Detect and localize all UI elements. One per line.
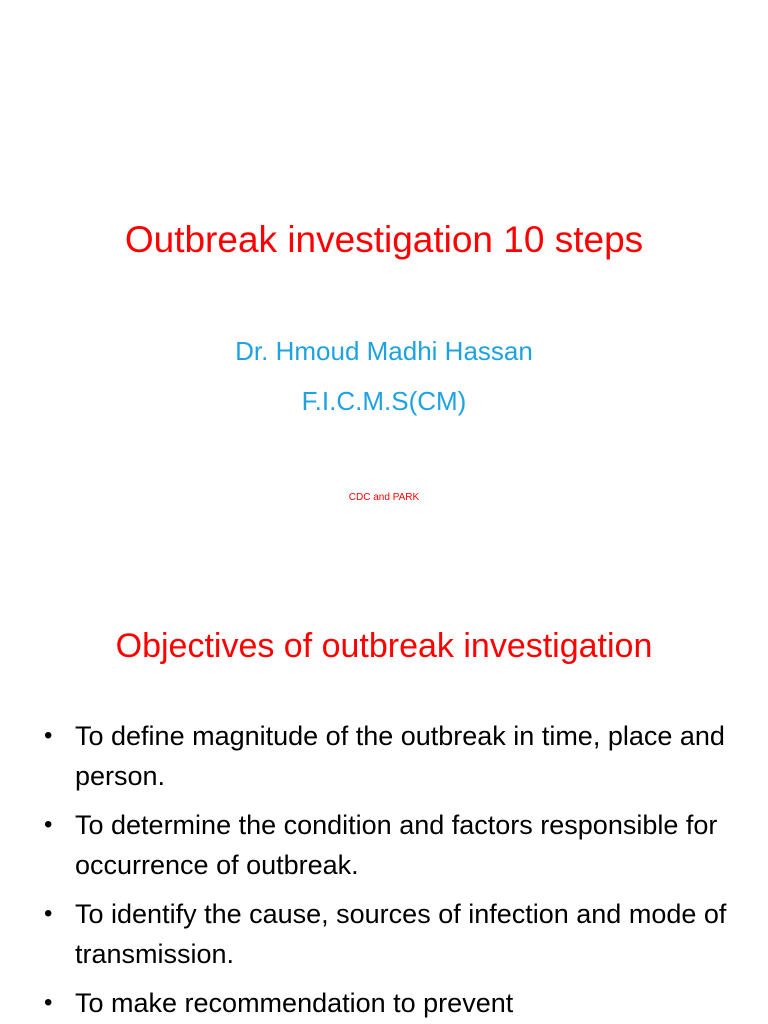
bullet-icon: •	[44, 900, 53, 927]
list-item-text: To identify the cause, sources of infection and mode of transmission.	[75, 899, 727, 969]
list-item-text: To define magnitude of the outbreak in time, place and person.	[75, 721, 725, 791]
slide-title: Outbreak investigation 10 steps	[124, 219, 644, 260]
list-item-text: To make recommendation to prevent	[75, 988, 514, 1018]
objectives-list	[44, 716, 734, 1024]
objectives-title: Objectives of outbreak investigation	[115, 627, 653, 665]
list-item-text: To determine the condition and factors responsible for occurrence of outbreak.	[75, 810, 718, 880]
list-item	[44, 716, 734, 796]
source-note: CDC and PARK	[348, 492, 420, 503]
author-name: Dr. Hmoud Madhi Hassan	[235, 336, 533, 366]
objectives-slide	[0, 576, 768, 1024]
author-credentials: F.I.C.M.S(CM)	[301, 386, 467, 416]
list-item	[44, 805, 734, 885]
bullet-icon: •	[44, 811, 53, 838]
bullet-icon: •	[44, 989, 53, 1016]
list-item	[44, 983, 734, 1023]
bullet-icon: •	[44, 722, 53, 749]
list-item	[44, 894, 734, 974]
